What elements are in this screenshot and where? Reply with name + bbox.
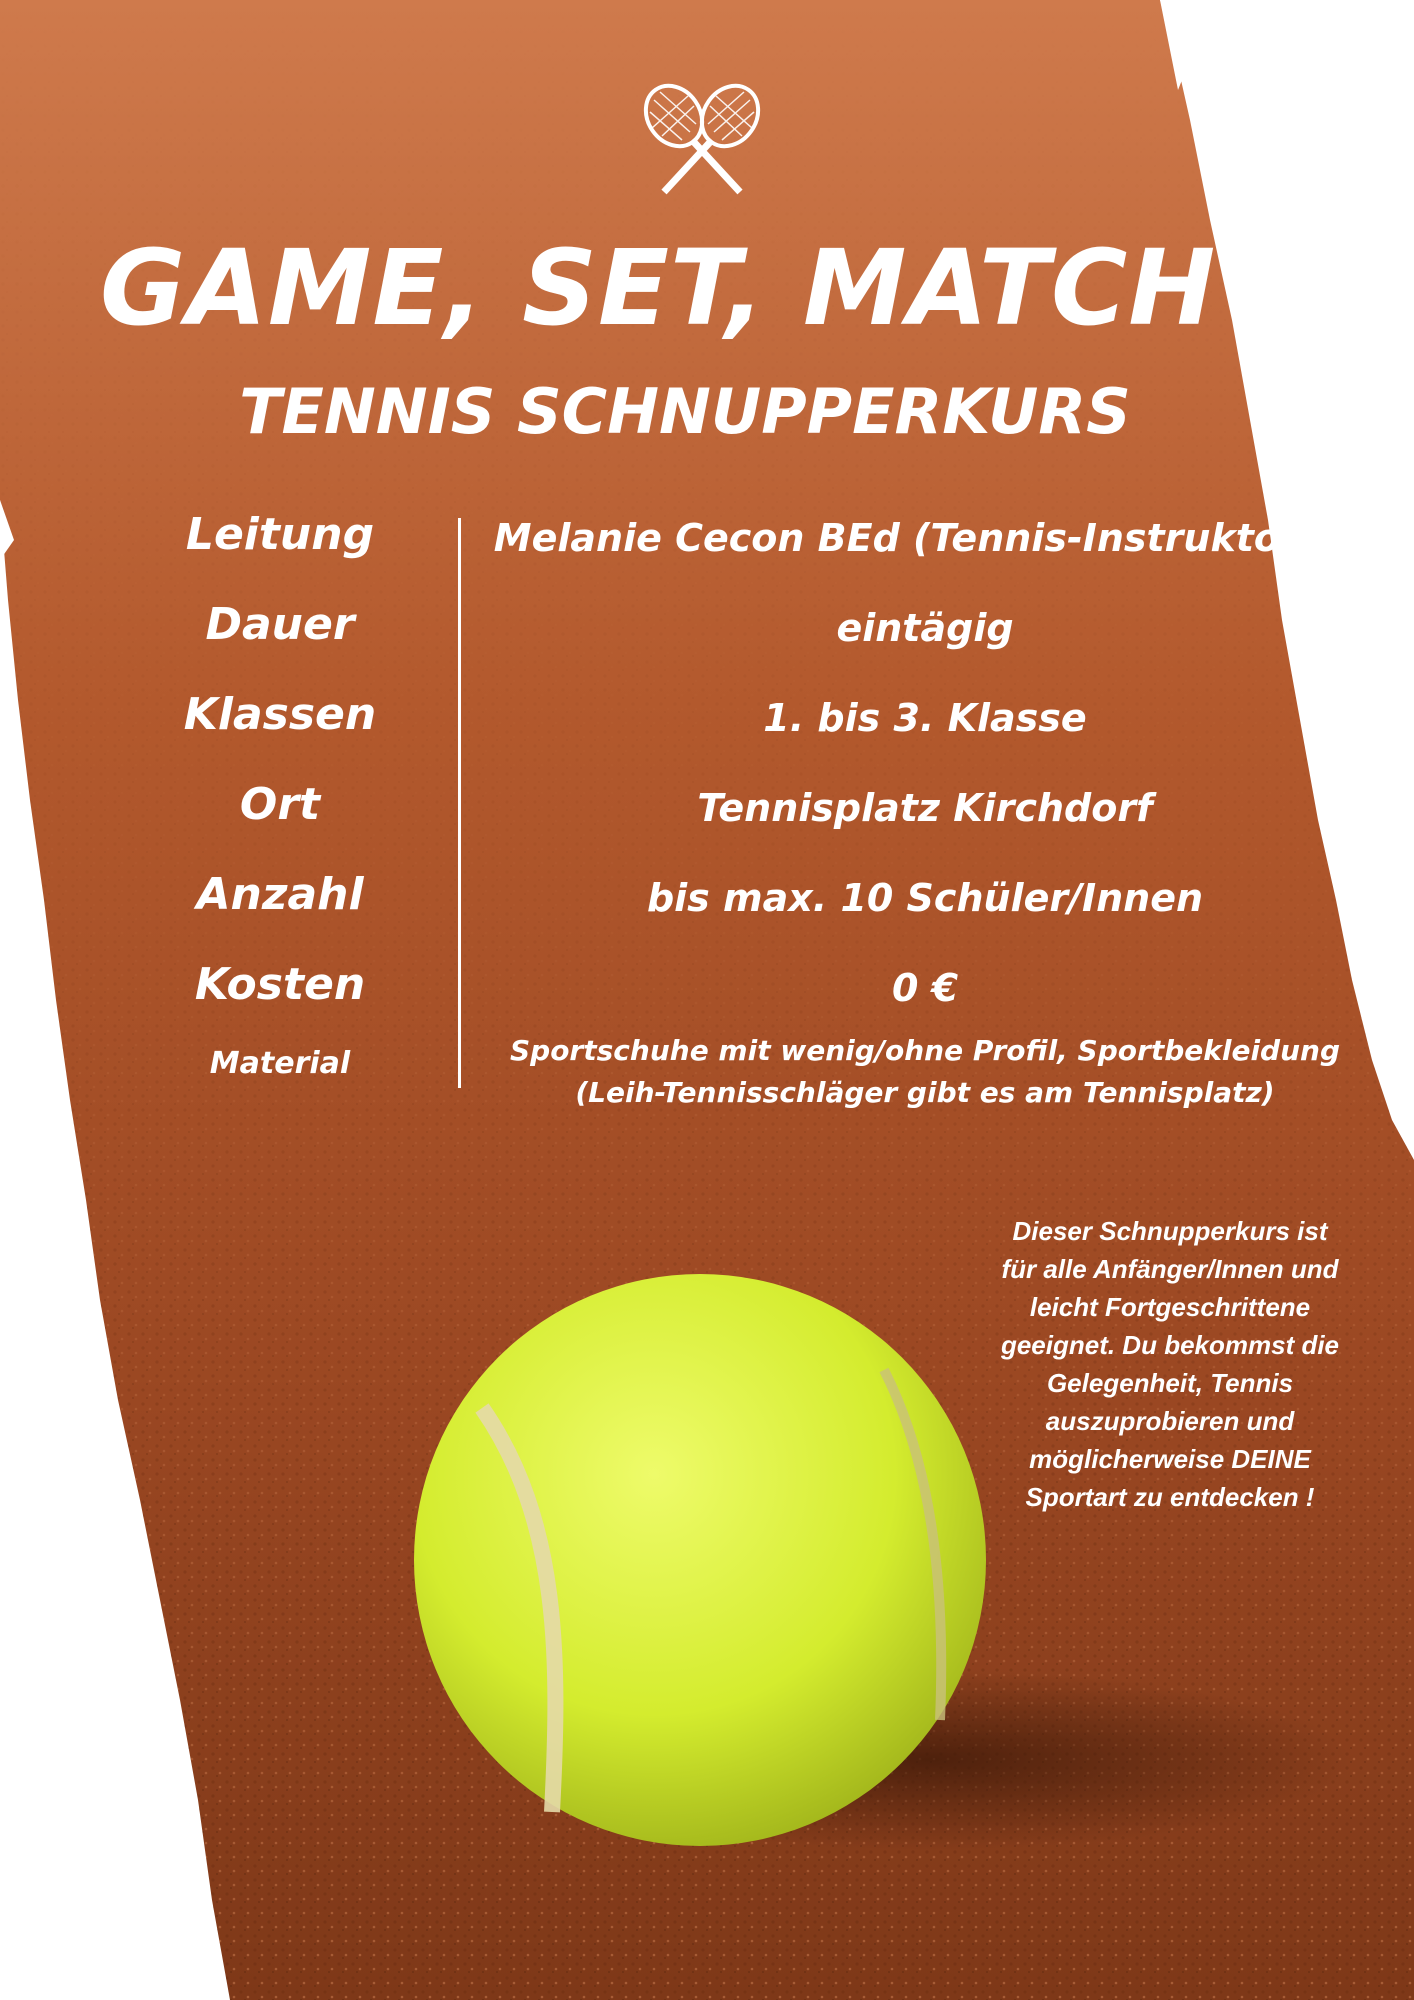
- detail-value-material: [480, 1030, 1370, 1114]
- column-divider: [458, 518, 461, 1088]
- detail-label-ort: Ort: [239, 779, 321, 830]
- crossed-rackets-icon: [632, 80, 772, 198]
- description-line: Dieser Schnupperkurs ist: [1012, 1216, 1328, 1246]
- detail-label-leitung: Leitung: [185, 509, 375, 560]
- poster-subtitle: TENNIS SCHNUPPERKURS: [239, 375, 1131, 448]
- description-line: Gelegenheit, Tennis: [1046, 1368, 1294, 1398]
- course-description: [960, 1212, 1380, 1516]
- detail-value-kosten: 0 €: [891, 966, 959, 1010]
- description-line: leicht Fortgeschrittene: [1029, 1292, 1311, 1322]
- detail-label-dauer: Dauer: [205, 599, 355, 650]
- description-line: Sportart zu entdecken !: [1025, 1482, 1315, 1512]
- poster-title: GAME, SET, MATCH: [100, 227, 1217, 349]
- detail-value-leitung: Melanie Cecon BEd (Tennis-Instruktorin): [493, 516, 1357, 560]
- detail-label-material: Material: [209, 1046, 351, 1081]
- material-line-1: Sportschuhe mit wenig/ohne Profil, Sportbekleidung: [509, 1034, 1340, 1067]
- detail-value-klassen: 1. bis 3. Klasse: [763, 696, 1087, 740]
- description-line: auszuprobieren und: [1045, 1406, 1295, 1436]
- description-line: möglicherweise DEINE: [1029, 1444, 1311, 1474]
- detail-label-anzahl: Anzahl: [196, 869, 364, 920]
- detail-value-anzahl: bis max. 10 Schüler/Innen: [646, 876, 1204, 920]
- material-line-2: (Leih-Tennisschläger gibt es am Tennisplatz): [575, 1076, 1275, 1109]
- description-line: geeignet. Du bekommst die: [1000, 1330, 1340, 1360]
- description-line: für alle Anfänger/Innen und: [1001, 1254, 1339, 1284]
- detail-value-dauer: eintägig: [836, 606, 1014, 650]
- tennis-ball-image: [414, 1274, 986, 1846]
- detail-value-ort: Tennisplatz Kirchdorf: [697, 786, 1153, 830]
- detail-label-kosten: Kosten: [194, 959, 366, 1010]
- detail-label-klassen: Klassen: [183, 689, 377, 740]
